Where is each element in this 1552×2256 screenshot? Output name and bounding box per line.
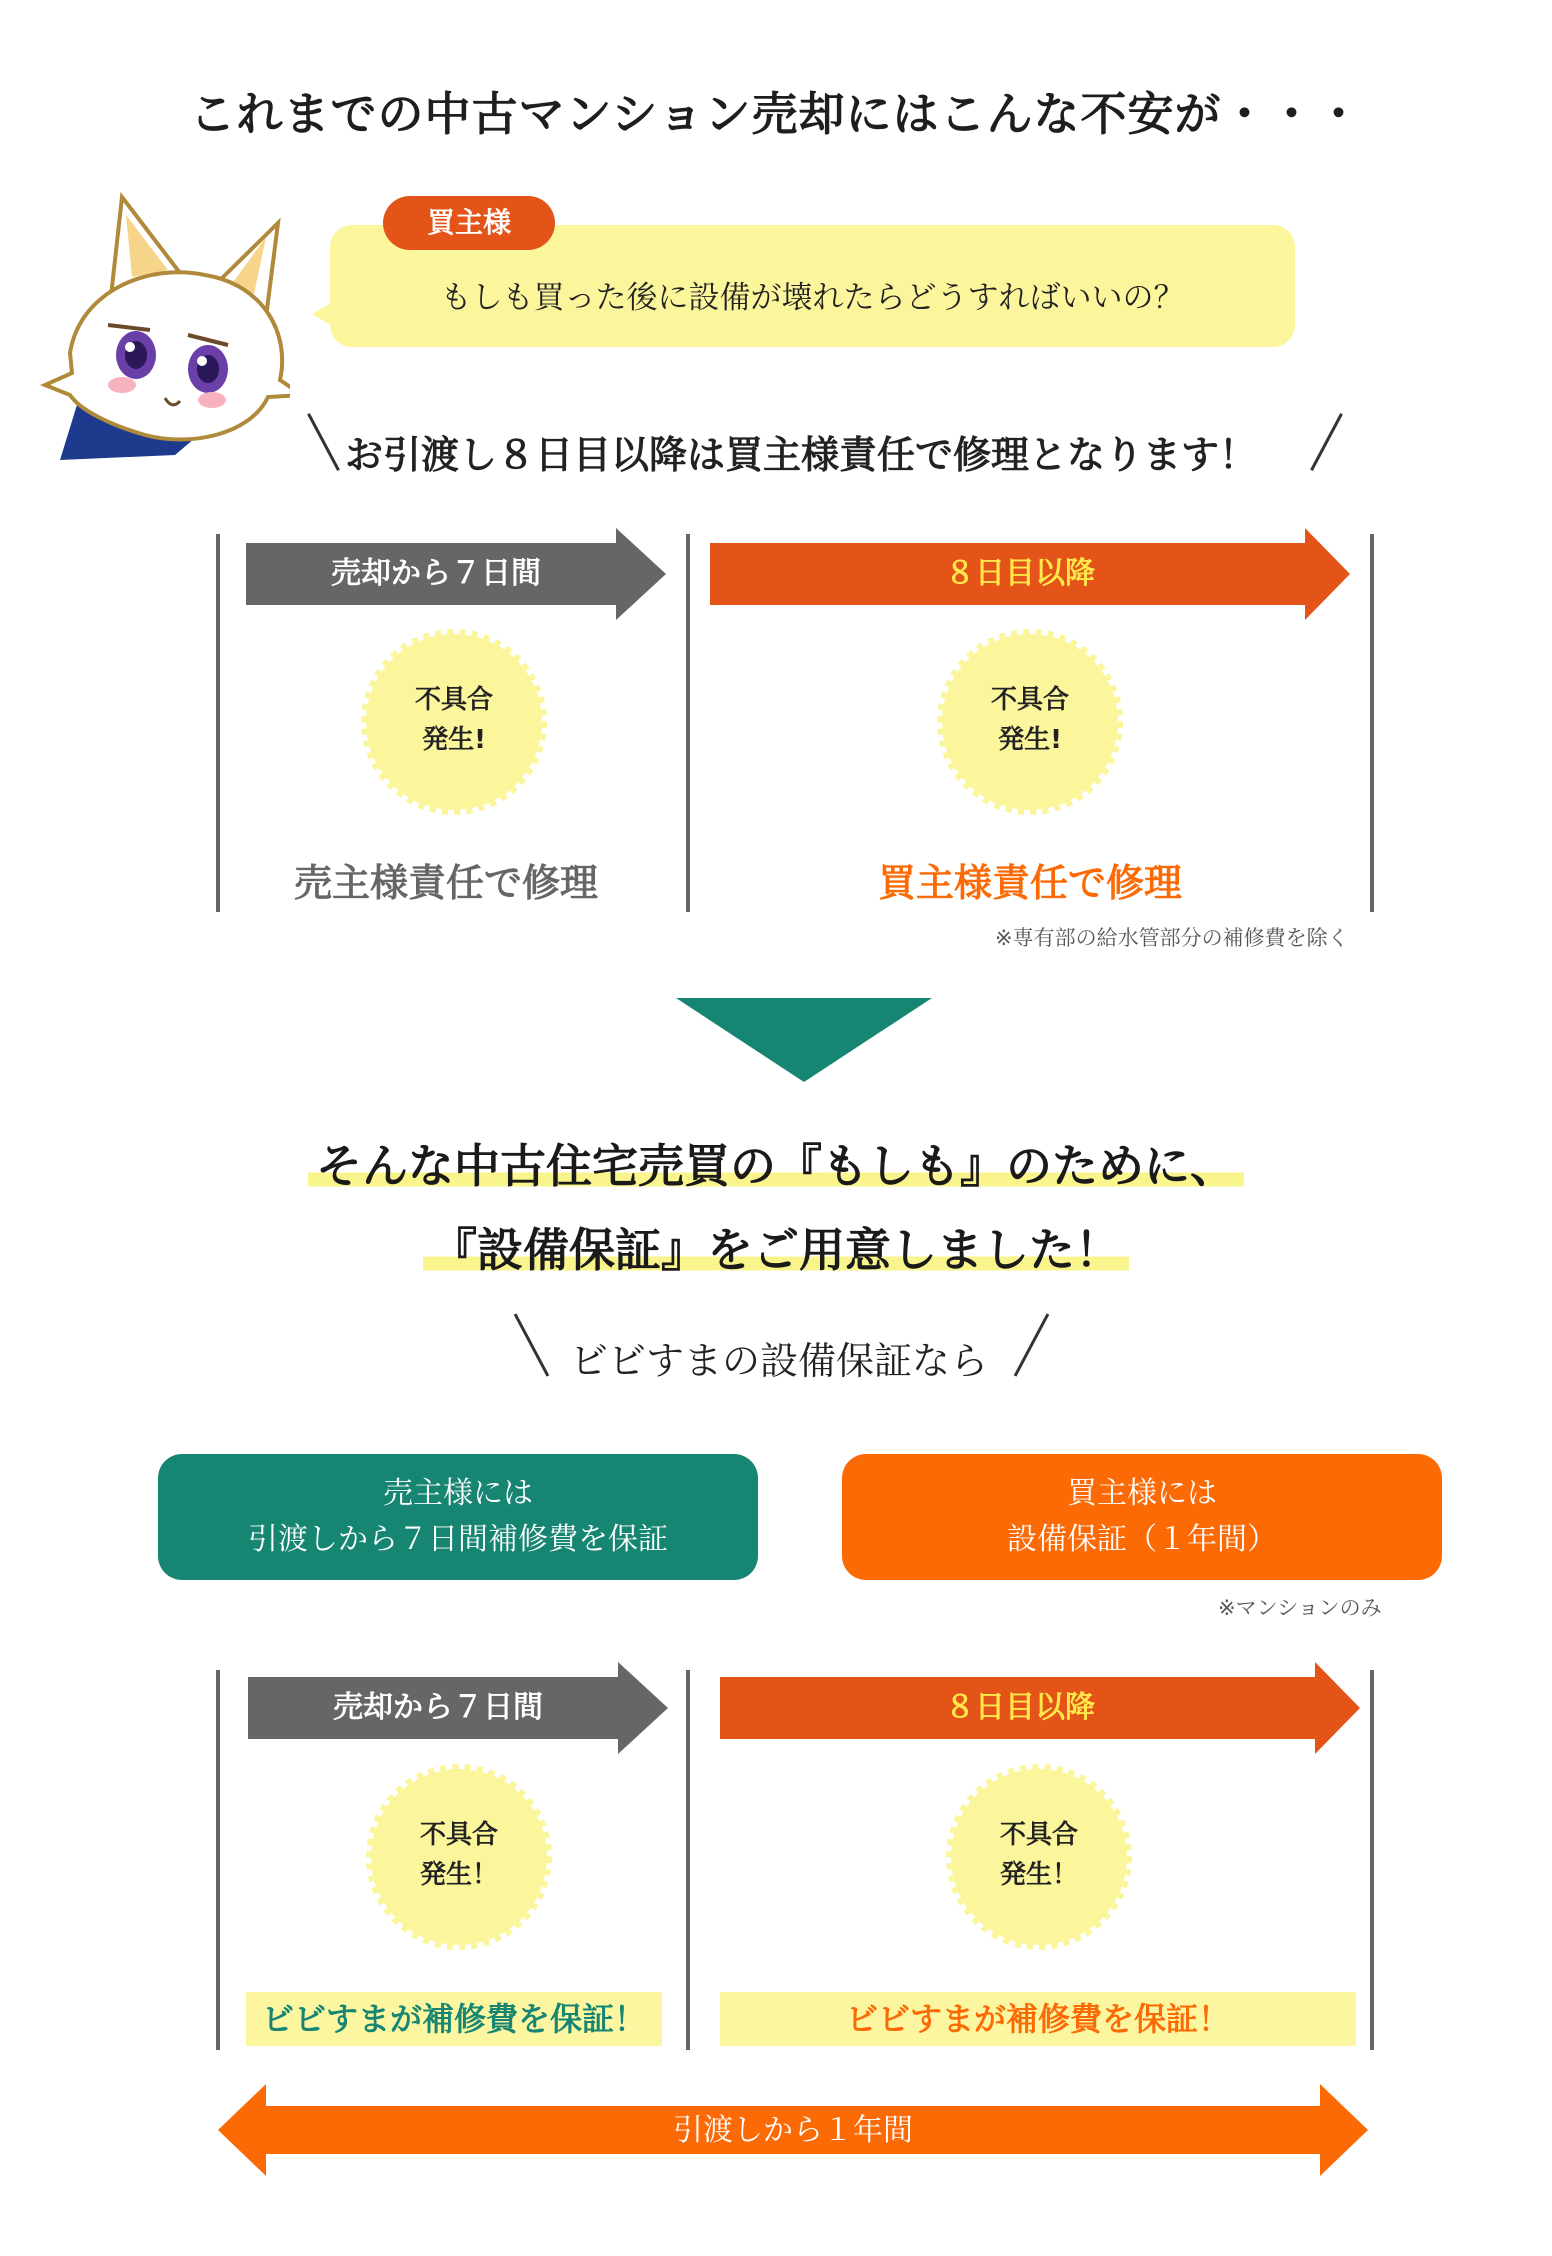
fox-mascot-icon	[40, 185, 290, 465]
badge-text	[359, 680, 549, 760]
badge-text	[935, 680, 1125, 760]
buyer-offer-line-1: 買主様には	[1067, 1476, 1217, 1511]
buyer-guarantee-label: ビビすまが補修費を保証！	[720, 1992, 1356, 2046]
seller-offer-line-1: 売主様には	[383, 1476, 533, 1511]
timeline-divider	[1370, 1670, 1374, 2050]
solution-line-2-text: 『設備保証』をご用意しました！	[423, 1223, 1129, 1277]
badge-line: 不具合	[419, 1820, 498, 1850]
solution-line-2	[0, 1214, 1552, 1280]
period-label-seller: 売却から７日間	[333, 1690, 543, 1725]
one-year-span-label: 引渡しから１年間	[673, 2113, 913, 2148]
headline: これまでの中古マンション売却にはこんな不安が・・・	[189, 87, 1363, 141]
seller-offer-line-2: 引渡しから７日間補修費を保証	[248, 1522, 668, 1557]
timeline-divider	[1370, 534, 1374, 912]
mansion-only-note: ※マンションのみ	[1218, 1596, 1382, 1620]
solution-line-1	[0, 1130, 1552, 1196]
timeline-divider	[216, 1670, 220, 2050]
solution-line-1-text: そんな中古住宅売買の『もしも』のために、	[308, 1139, 1244, 1193]
exclusion-note: ※専有部の給水管部分の補修費を除く	[995, 926, 1349, 950]
period-label-buyer: ８日目以降	[945, 1690, 1095, 1725]
callout-slash-left	[514, 1313, 550, 1376]
buyer-offer-box	[842, 1454, 1442, 1580]
callout-slash-right	[1310, 413, 1343, 471]
badge-line: 発生！	[999, 1860, 1078, 1890]
responsibility-callout: お引渡し８日目以降は買主様責任で修理となります！	[345, 433, 1258, 477]
concern-question: もしも買った後に設備が壊れたらどうすればいいの？	[440, 280, 1185, 316]
badge-line: 不具合	[414, 685, 493, 715]
seller-guarantee-label: ビビすまが補修費を保証！	[246, 1992, 662, 2046]
callout-slash-left	[307, 413, 340, 471]
badge-line: 不具合	[999, 1820, 1078, 1850]
badge-line: 発生!	[998, 725, 1062, 755]
badge-line: 不具合	[990, 685, 1069, 715]
badge-line: 発生!	[422, 725, 486, 755]
guarantee-callout: ビビすまの設備保証なら	[570, 1339, 989, 1383]
period-label-buyer: ８日目以降	[945, 556, 1095, 591]
timeline-divider	[686, 1670, 690, 2050]
period-label-seller: 売却から７日間	[331, 556, 541, 591]
timeline-divider	[216, 534, 220, 912]
seller-offer-box	[158, 1454, 758, 1580]
badge-text	[944, 1815, 1134, 1895]
callout-slash-right	[1014, 1313, 1050, 1376]
badge-line: 発生！	[419, 1860, 498, 1890]
speaker-tag: 買主様	[383, 196, 555, 250]
buyer-offer-line-2: 設備保証（１年間）	[1007, 1522, 1277, 1557]
repair-seller: 売主様責任で修理	[293, 861, 598, 905]
repair-buyer: 買主様責任で修理	[877, 861, 1182, 905]
down-triangle-icon	[676, 998, 932, 1082]
badge-text	[364, 1815, 554, 1895]
timeline-divider	[686, 534, 690, 912]
